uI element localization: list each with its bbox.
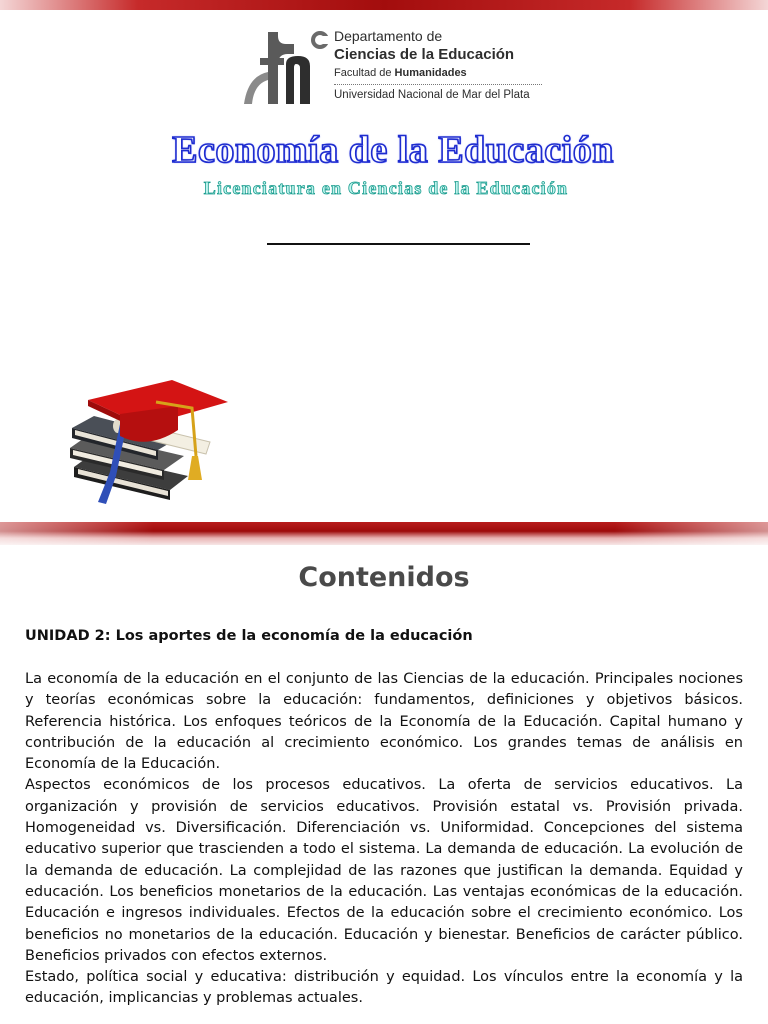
department-logo	[238, 28, 558, 108]
bottom-red-band	[0, 522, 768, 545]
logo-faculty-name: Humanidades	[394, 67, 467, 79]
slide-main-title: Economía de la Educación	[172, 129, 614, 171]
logo-line-department: Departamento de	[334, 28, 443, 44]
logo-line-ciencias: Ciencias de la Educación	[334, 46, 515, 63]
contents-title: Contenidos	[298, 562, 470, 593]
contents-paragraph: Aspectos económicos de los procesos educativos. La oferta de servicios educativos. La organización y provisión de servicios educativos. Provisión estatal vs. Provisión privada. Homogeneidad vs. Diversificación. Diferenciación vs. Uniformidad. Concepciones del sistema educativo superior que trascienden a todo el sistema. La demanda de educación. La evolución de la demanda de educación. La complejidad de las razones que justifican la demanda. Equidad y educación. Los beneficios monetarios de la educación. Las ventajas económicas de la educación. Educación e ingresos individuales. Efectos de la educación sobre el crecimiento económico. Los beneficios no monetarios de la educación. Educación y bienestar. Beneficios de carácter público. Beneficios privados con efectos externos.	[25, 777, 743, 964]
logo-line-university: Universidad Nacional de Mar del Plata	[334, 89, 530, 101]
title-underline-rule	[267, 243, 530, 245]
logo-faculty-prefix: Facultad de	[334, 67, 395, 79]
contents-slide	[0, 548, 768, 1024]
logo-line-faculty	[334, 66, 564, 80]
contents-paragraph: Estado, política social y educativa: distribución y equidad. Los vínculos entre la economía y la educación, implicancias y problemas actuales.	[25, 969, 743, 1007]
logo-dotted-divider	[334, 80, 542, 85]
contents-paragraph: La economía de la educación en el conjunto de las Ciencias de la educación. Principales nociones y teorías económicas sobre la educación: fundamentos, definiciones y objetivos básicos. Referencia histórica. Los enfoques teóricos de la Economía de la Educación. Capital humano y contribución de la educación al crecimiento económico. Los grandes temas de análisis en Economía de la Educación.	[25, 671, 743, 773]
fhc-logo-icon	[238, 28, 330, 108]
graduation-books-icon	[60, 372, 235, 517]
contents-body	[25, 669, 743, 1010]
unit-heading: UNIDAD 2: Los aportes de la economía de la educación	[25, 628, 473, 644]
top-red-band	[0, 0, 768, 10]
slide-subtitle: Licenciatura en Ciencias de la Educación	[203, 178, 569, 198]
